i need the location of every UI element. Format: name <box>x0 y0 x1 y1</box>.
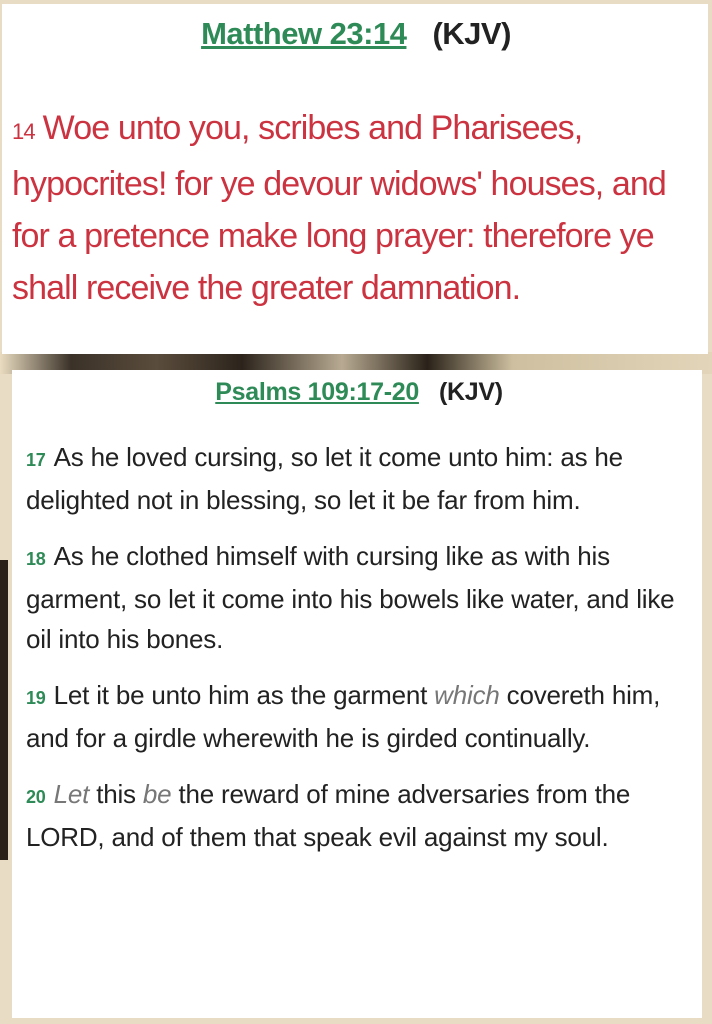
verse-number: 17 <box>26 450 46 470</box>
verse-number: 20 <box>26 787 46 807</box>
verse-14 <box>12 102 700 314</box>
verse-text: As he loved cursing, so let it come unto him: as he delighted not in blessing, so let it be far from him. <box>26 442 623 515</box>
passage-header <box>26 378 692 407</box>
reference-link[interactable]: Psalms 109:17-20 <box>215 378 419 406</box>
verse-text: this <box>89 779 143 809</box>
background-photo-edge <box>0 560 8 860</box>
reference-link[interactable]: Matthew 23:14 <box>201 16 407 51</box>
verse-19 <box>26 675 692 758</box>
verse-text-italic: which <box>434 680 500 710</box>
verse-18 <box>26 536 692 659</box>
verse-text: As he clothed himself with cursing like as with his garment, so let it come into his bowels like water, and like oil into his bones. <box>26 541 675 654</box>
verse-text: covereth him, and for a girdle wherewith he is girded continually. <box>26 680 661 753</box>
verse-text-italic: Let <box>53 779 90 809</box>
version-label: (KJV) <box>432 16 511 51</box>
passage-header <box>12 16 700 52</box>
verse-text-italic: be <box>142 779 172 809</box>
verse-17 <box>26 437 692 520</box>
version-label: (KJV) <box>438 378 503 406</box>
verse-number: 18 <box>26 549 46 569</box>
psalms-card <box>12 370 702 1018</box>
verse-text: the reward of mine adversaries from the LORD, and of them that speak evil against my soul. <box>26 779 631 852</box>
verse-text: Woe unto you, scribes and Pharisees, hypocrites! for ye devour widows' houses, and for a pretence make long prayer: therefore ye shall receive the greater damnation. <box>12 109 666 307</box>
matthew-card <box>2 4 708 354</box>
verse-number: 19 <box>26 688 46 708</box>
verse-number: 14 <box>12 119 35 144</box>
verse-20 <box>26 774 692 857</box>
verse-text: Let it be unto him as the garment <box>53 680 435 710</box>
